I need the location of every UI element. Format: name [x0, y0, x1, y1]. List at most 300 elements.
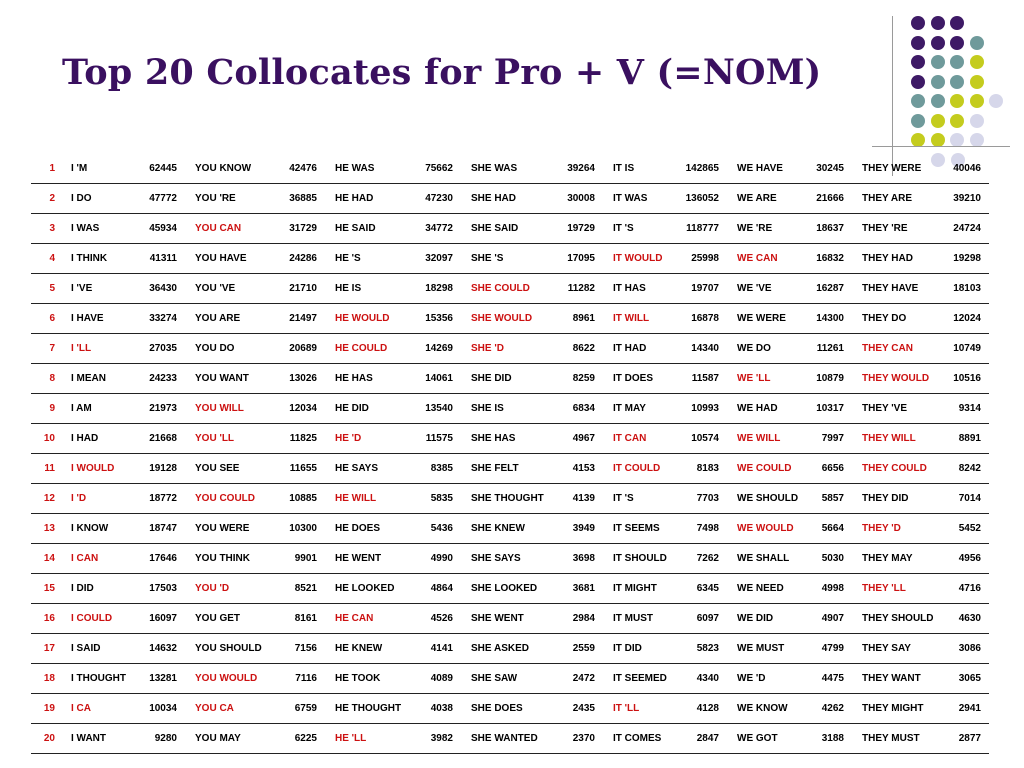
frequency-cell: 62445 — [133, 154, 185, 184]
table-row — [31, 244, 989, 274]
collocate-cell: SHE FELT — [461, 454, 553, 484]
table-row — [31, 634, 989, 664]
rank-cell: 18 — [31, 664, 61, 694]
collocate-cell: HE WENT — [325, 544, 409, 574]
frequency-cell: 39210 — [942, 184, 989, 214]
collocate-cell: WE HAD — [727, 394, 801, 424]
rank-cell: 4 — [31, 244, 61, 274]
frequency-cell: 4864 — [409, 574, 461, 604]
decorative-dot — [931, 75, 945, 89]
frequency-cell: 4716 — [942, 574, 989, 604]
collocate-cell: HE WOULD — [325, 304, 409, 334]
frequency-cell: 14632 — [133, 634, 185, 664]
frequency-cell: 10885 — [273, 484, 325, 514]
collocate-cell: SHE 'D — [461, 334, 553, 364]
collocate-cell: I CA — [61, 694, 133, 724]
collocate-cell: WE COULD — [727, 454, 801, 484]
table-row — [31, 394, 989, 424]
decorative-dot — [911, 133, 925, 147]
rank-cell: 20 — [31, 724, 61, 754]
collocate-cell: THEY HAD — [852, 244, 942, 274]
frequency-cell: 8183 — [677, 454, 727, 484]
frequency-cell: 4526 — [409, 604, 461, 634]
frequency-cell: 9314 — [942, 394, 989, 424]
frequency-cell: 118777 — [677, 214, 727, 244]
rank-cell: 9 — [31, 394, 61, 424]
frequency-cell: 2941 — [942, 694, 989, 724]
decorative-dot — [970, 36, 984, 50]
frequency-cell: 3949 — [553, 514, 603, 544]
collocate-cell: WE DID — [727, 604, 801, 634]
frequency-cell: 3086 — [942, 634, 989, 664]
rank-cell: 15 — [31, 574, 61, 604]
decorative-dot — [911, 36, 925, 50]
collocate-cell: WE 'VE — [727, 274, 801, 304]
frequency-cell: 5823 — [677, 634, 727, 664]
frequency-cell: 4153 — [553, 454, 603, 484]
table-row — [31, 724, 989, 754]
frequency-cell: 3681 — [553, 574, 603, 604]
decorative-dot — [970, 133, 984, 147]
collocate-cell: WE HAVE — [727, 154, 801, 184]
collocate-cell: HE HAD — [325, 184, 409, 214]
decorative-dot — [970, 75, 984, 89]
frequency-cell: 7262 — [677, 544, 727, 574]
collocate-cell: YOU CA — [185, 694, 273, 724]
frequency-cell: 20689 — [273, 334, 325, 364]
collocate-cell: IT COULD — [603, 454, 677, 484]
frequency-cell: 11655 — [273, 454, 325, 484]
frequency-cell: 4139 — [553, 484, 603, 514]
frequency-cell: 4907 — [801, 604, 852, 634]
collocate-cell: IT HAS — [603, 274, 677, 304]
collocate-cell: I SAID — [61, 634, 133, 664]
rank-cell: 12 — [31, 484, 61, 514]
frequency-cell: 7116 — [273, 664, 325, 694]
collocate-cell: IT DID — [603, 634, 677, 664]
collocate-cell: I WAS — [61, 214, 133, 244]
frequency-cell: 142865 — [677, 154, 727, 184]
rank-cell: 2 — [31, 184, 61, 214]
collocate-cell: HE IS — [325, 274, 409, 304]
collocate-cell: I COULD — [61, 604, 133, 634]
collocate-cell: SHE WAS — [461, 154, 553, 184]
collocate-cell: SHE DOES — [461, 694, 553, 724]
collocate-cell: I WOULD — [61, 454, 133, 484]
frequency-cell: 2370 — [553, 724, 603, 754]
collocate-cell: YOU HAVE — [185, 244, 273, 274]
frequency-cell: 7703 — [677, 484, 727, 514]
decorative-dot — [970, 94, 984, 108]
table-row — [31, 184, 989, 214]
collocate-cell: THEY 'VE — [852, 394, 942, 424]
collocate-cell: I 'VE — [61, 274, 133, 304]
frequency-cell: 5436 — [409, 514, 461, 544]
collocate-cell: YOU WILL — [185, 394, 273, 424]
collocate-cell: I KNOW — [61, 514, 133, 544]
collocate-cell: HE THOUGHT — [325, 694, 409, 724]
frequency-cell: 6345 — [677, 574, 727, 604]
collocate-cell: YOU WERE — [185, 514, 273, 544]
collocate-cell: SHE THOUGHT — [461, 484, 553, 514]
collocate-cell: HE LOOKED — [325, 574, 409, 604]
decorative-dot — [950, 36, 964, 50]
decorative-dot — [931, 36, 945, 50]
decorative-dot — [950, 75, 964, 89]
collocate-cell: SHE DID — [461, 364, 553, 394]
collocate-cell: IT MAY — [603, 394, 677, 424]
frequency-cell: 21668 — [133, 424, 185, 454]
collocate-cell: WE 'LL — [727, 364, 801, 394]
frequency-cell: 8622 — [553, 334, 603, 364]
frequency-cell: 11825 — [273, 424, 325, 454]
frequency-cell: 2847 — [677, 724, 727, 754]
collocate-cell: WE MUST — [727, 634, 801, 664]
frequency-cell: 30008 — [553, 184, 603, 214]
collocate-cell: THEY MUST — [852, 724, 942, 754]
frequency-cell: 8385 — [409, 454, 461, 484]
frequency-cell: 8521 — [273, 574, 325, 604]
rank-cell: 8 — [31, 364, 61, 394]
collocate-cell: THEY 'D — [852, 514, 942, 544]
collocate-cell: THEY MAY — [852, 544, 942, 574]
frequency-cell: 21666 — [801, 184, 852, 214]
frequency-cell: 3698 — [553, 544, 603, 574]
collocate-cell: SHE COULD — [461, 274, 553, 304]
frequency-cell: 34772 — [409, 214, 461, 244]
collocate-cell: I MEAN — [61, 364, 133, 394]
decorative-dot — [950, 133, 964, 147]
frequency-cell: 2559 — [553, 634, 603, 664]
collocate-cell: I HAVE — [61, 304, 133, 334]
collocate-cell: IT WAS — [603, 184, 677, 214]
collocate-cell: HE WILL — [325, 484, 409, 514]
frequency-cell: 6225 — [273, 724, 325, 754]
collocate-cell: SHE HAD — [461, 184, 553, 214]
collocate-cell: YOU COULD — [185, 484, 273, 514]
table-row — [31, 484, 989, 514]
collocate-cell: HE 'S — [325, 244, 409, 274]
collocate-cell: YOU 'VE — [185, 274, 273, 304]
rank-cell: 6 — [31, 304, 61, 334]
decorative-dot — [950, 94, 964, 108]
table-row — [31, 334, 989, 364]
frequency-cell: 2877 — [942, 724, 989, 754]
frequency-cell: 11261 — [801, 334, 852, 364]
collocate-cell: HE DOES — [325, 514, 409, 544]
collocate-cell: IT 'S — [603, 214, 677, 244]
frequency-cell: 47230 — [409, 184, 461, 214]
frequency-cell: 16097 — [133, 604, 185, 634]
collocate-cell: YOU DO — [185, 334, 273, 364]
frequency-cell: 13281 — [133, 664, 185, 694]
frequency-cell: 18637 — [801, 214, 852, 244]
collocate-cell: WE WERE — [727, 304, 801, 334]
collocate-cell: THEY COULD — [852, 454, 942, 484]
collocate-cell: YOU 'LL — [185, 424, 273, 454]
frequency-cell: 9901 — [273, 544, 325, 574]
frequency-cell: 2472 — [553, 664, 603, 694]
frequency-cell: 4128 — [677, 694, 727, 724]
collocate-cell: HE 'LL — [325, 724, 409, 754]
decorative-dot — [950, 114, 964, 128]
frequency-cell: 11587 — [677, 364, 727, 394]
frequency-cell: 3188 — [801, 724, 852, 754]
collocate-cell: YOU 'D — [185, 574, 273, 604]
decorative-dot — [911, 16, 925, 30]
frequency-cell: 21710 — [273, 274, 325, 304]
frequency-cell: 4141 — [409, 634, 461, 664]
frequency-cell: 33274 — [133, 304, 185, 334]
collocate-cell: WE ARE — [727, 184, 801, 214]
collocate-cell: WE GOT — [727, 724, 801, 754]
collocate-cell: SHE SAID — [461, 214, 553, 244]
frequency-cell: 6097 — [677, 604, 727, 634]
collocate-cell: YOU WOULD — [185, 664, 273, 694]
collocate-cell: THEY 'RE — [852, 214, 942, 244]
frequency-cell: 24286 — [273, 244, 325, 274]
collocate-cell: THEY WILL — [852, 424, 942, 454]
collocate-cell: THEY SAY — [852, 634, 942, 664]
decorative-dot — [911, 94, 925, 108]
frequency-cell: 8161 — [273, 604, 325, 634]
frequency-cell: 10574 — [677, 424, 727, 454]
frequency-cell: 17646 — [133, 544, 185, 574]
rank-cell: 3 — [31, 214, 61, 244]
collocate-cell: I 'D — [61, 484, 133, 514]
collocate-cell: WE DO — [727, 334, 801, 364]
frequency-cell: 10034 — [133, 694, 185, 724]
collocate-cell: SHE 'S — [461, 244, 553, 274]
collocate-cell: THEY WOULD — [852, 364, 942, 394]
rank-cell: 1 — [31, 154, 61, 184]
table-row — [31, 274, 989, 304]
collocate-cell: WE 'RE — [727, 214, 801, 244]
collocate-cell: I AM — [61, 394, 133, 424]
collocate-cell: IT COMES — [603, 724, 677, 754]
frequency-cell: 24724 — [942, 214, 989, 244]
frequency-cell: 7997 — [801, 424, 852, 454]
table-row — [31, 664, 989, 694]
collocate-cell: WE KNOW — [727, 694, 801, 724]
frequency-cell: 3982 — [409, 724, 461, 754]
collocate-cell: THEY WANT — [852, 664, 942, 694]
collocate-cell: THEY MIGHT — [852, 694, 942, 724]
frequency-cell: 2984 — [553, 604, 603, 634]
collocate-cell: HE KNEW — [325, 634, 409, 664]
collocate-cell: SHE WANTED — [461, 724, 553, 754]
frequency-cell: 18747 — [133, 514, 185, 544]
table-row — [31, 514, 989, 544]
table-row — [31, 214, 989, 244]
collocate-cell: SHE LOOKED — [461, 574, 553, 604]
frequency-cell: 30245 — [801, 154, 852, 184]
collocate-cell: THEY HAVE — [852, 274, 942, 304]
collocate-cell: HE TOOK — [325, 664, 409, 694]
frequency-cell: 136052 — [677, 184, 727, 214]
collocate-cell: I HAD — [61, 424, 133, 454]
collocate-cell: SHE SAW — [461, 664, 553, 694]
collocate-cell: I DID — [61, 574, 133, 604]
table-row — [31, 364, 989, 394]
collocate-cell: IT CAN — [603, 424, 677, 454]
collocate-cell: YOU MAY — [185, 724, 273, 754]
frequency-cell: 47772 — [133, 184, 185, 214]
frequency-cell: 16287 — [801, 274, 852, 304]
frequency-cell: 4967 — [553, 424, 603, 454]
frequency-cell: 10300 — [273, 514, 325, 544]
decorative-horizontal-rule — [872, 146, 1010, 147]
frequency-cell: 25998 — [677, 244, 727, 274]
frequency-cell: 10516 — [942, 364, 989, 394]
frequency-cell: 36430 — [133, 274, 185, 304]
frequency-cell: 7498 — [677, 514, 727, 544]
table-row — [31, 154, 989, 184]
frequency-cell: 75662 — [409, 154, 461, 184]
collocate-cell: HE COULD — [325, 334, 409, 364]
collocate-cell: WE NEED — [727, 574, 801, 604]
frequency-cell: 4998 — [801, 574, 852, 604]
decorative-dot — [931, 114, 945, 128]
collocate-cell: SHE IS — [461, 394, 553, 424]
collocate-cell: THEY 'LL — [852, 574, 942, 604]
collocate-cell: WE SHALL — [727, 544, 801, 574]
frequency-cell: 17095 — [553, 244, 603, 274]
collocate-cell: THEY WERE — [852, 154, 942, 184]
rank-cell: 10 — [31, 424, 61, 454]
collocate-cell: IT MIGHT — [603, 574, 677, 604]
collocate-cell: THEY DID — [852, 484, 942, 514]
frequency-cell: 8891 — [942, 424, 989, 454]
frequency-cell: 4340 — [677, 664, 727, 694]
frequency-cell: 32097 — [409, 244, 461, 274]
collocate-cell: YOU THINK — [185, 544, 273, 574]
collocate-cell: YOU KNOW — [185, 154, 273, 184]
frequency-cell: 17503 — [133, 574, 185, 604]
decorative-dot — [970, 114, 984, 128]
frequency-cell: 7156 — [273, 634, 325, 664]
rank-cell: 7 — [31, 334, 61, 364]
collocate-cell: IT SEEMS — [603, 514, 677, 544]
collocate-cell: HE SAYS — [325, 454, 409, 484]
collocate-cell: HE SAID — [325, 214, 409, 244]
frequency-cell: 8961 — [553, 304, 603, 334]
frequency-cell: 14300 — [801, 304, 852, 334]
decorative-dot — [931, 94, 945, 108]
frequency-cell: 19128 — [133, 454, 185, 484]
collocate-cell: WE SHOULD — [727, 484, 801, 514]
frequency-cell: 18772 — [133, 484, 185, 514]
collocate-cell: IT SHOULD — [603, 544, 677, 574]
collocate-cell: SHE WOULD — [461, 304, 553, 334]
collocate-cell: WE WOULD — [727, 514, 801, 544]
frequency-cell: 5835 — [409, 484, 461, 514]
frequency-cell: 10993 — [677, 394, 727, 424]
frequency-cell: 27035 — [133, 334, 185, 364]
collocate-cell: THEY SHOULD — [852, 604, 942, 634]
collocate-cell: THEY ARE — [852, 184, 942, 214]
decorative-dot — [911, 55, 925, 69]
frequency-cell: 6656 — [801, 454, 852, 484]
frequency-cell: 18103 — [942, 274, 989, 304]
collocate-cell: I DO — [61, 184, 133, 214]
collocate-cell: YOU SHOULD — [185, 634, 273, 664]
table-row — [31, 694, 989, 724]
collocate-cell: WE CAN — [727, 244, 801, 274]
frequency-cell: 5030 — [801, 544, 852, 574]
frequency-cell: 6759 — [273, 694, 325, 724]
frequency-cell: 41311 — [133, 244, 185, 274]
decorative-dot — [989, 94, 1003, 108]
frequency-cell: 18298 — [409, 274, 461, 304]
frequency-cell: 4630 — [942, 604, 989, 634]
frequency-cell: 19298 — [942, 244, 989, 274]
decorative-dot — [911, 75, 925, 89]
frequency-cell: 6834 — [553, 394, 603, 424]
decorative-dot — [950, 55, 964, 69]
frequency-cell: 4038 — [409, 694, 461, 724]
collocate-cell: IT WOULD — [603, 244, 677, 274]
rank-cell: 5 — [31, 274, 61, 304]
frequency-cell: 13540 — [409, 394, 461, 424]
frequency-cell: 7014 — [942, 484, 989, 514]
frequency-cell: 2435 — [553, 694, 603, 724]
frequency-cell: 13026 — [273, 364, 325, 394]
table-row — [31, 574, 989, 604]
decorative-dot — [931, 55, 945, 69]
page-title: Top 20 Collocates for Pro + V (=NOM) — [62, 52, 822, 93]
frequency-cell: 36885 — [273, 184, 325, 214]
collocate-cell: YOU CAN — [185, 214, 273, 244]
collocate-cell: HE CAN — [325, 604, 409, 634]
frequency-cell: 4262 — [801, 694, 852, 724]
rank-cell: 14 — [31, 544, 61, 574]
frequency-cell: 16878 — [677, 304, 727, 334]
collocate-cell: HE WAS — [325, 154, 409, 184]
frequency-cell: 21973 — [133, 394, 185, 424]
frequency-cell: 10879 — [801, 364, 852, 394]
decorative-dot — [950, 16, 964, 30]
table-row — [31, 454, 989, 484]
collocate-cell: WE WILL — [727, 424, 801, 454]
collocate-cell: IT SEEMED — [603, 664, 677, 694]
collocate-cell: HE DID — [325, 394, 409, 424]
frequency-cell: 4799 — [801, 634, 852, 664]
frequency-cell: 31729 — [273, 214, 325, 244]
table-row — [31, 424, 989, 454]
collocate-cell: YOU GET — [185, 604, 273, 634]
frequency-cell: 5664 — [801, 514, 852, 544]
collocate-cell: SHE ASKED — [461, 634, 553, 664]
frequency-cell: 11282 — [553, 274, 603, 304]
frequency-cell: 19707 — [677, 274, 727, 304]
frequency-cell: 4990 — [409, 544, 461, 574]
frequency-cell: 15356 — [409, 304, 461, 334]
frequency-cell: 14061 — [409, 364, 461, 394]
collocate-cell: I WANT — [61, 724, 133, 754]
frequency-cell: 8259 — [553, 364, 603, 394]
collocate-cell: IT 'LL — [603, 694, 677, 724]
frequency-cell: 24233 — [133, 364, 185, 394]
table-row — [31, 304, 989, 334]
table-row — [31, 544, 989, 574]
decorative-dot — [911, 114, 925, 128]
frequency-cell: 14340 — [677, 334, 727, 364]
decorative-dot — [970, 55, 984, 69]
frequency-cell: 4956 — [942, 544, 989, 574]
decorative-vertical-rule — [892, 16, 893, 176]
collocate-cell: I THOUGHT — [61, 664, 133, 694]
